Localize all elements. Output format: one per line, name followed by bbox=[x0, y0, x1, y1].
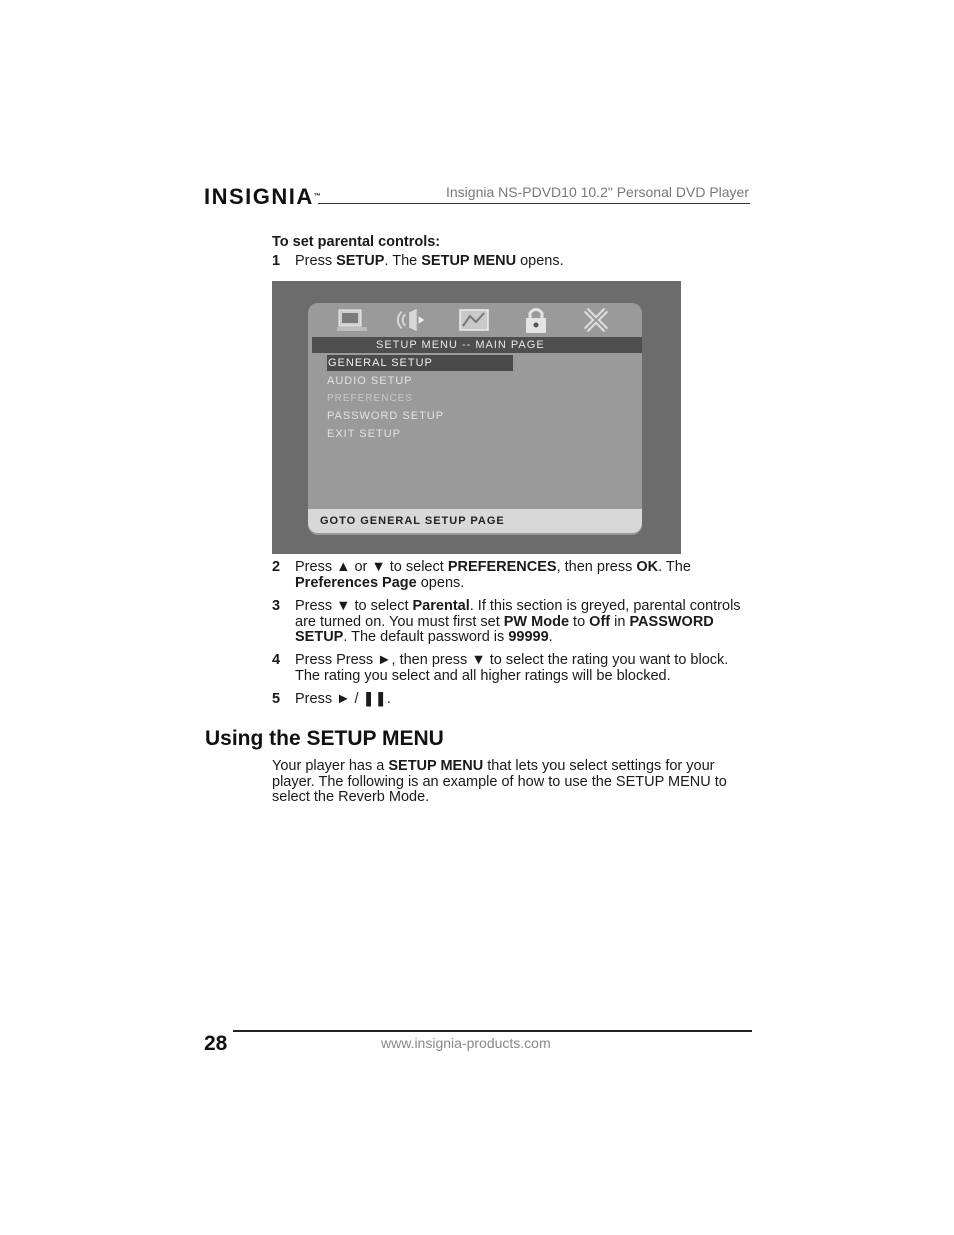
osd-item-audio-setup[interactable]: AUDIO SETUP bbox=[327, 375, 413, 387]
section-paragraph: Your player has a SETUP MENU that lets you select settings for your player. The following is an example of how to use the SETUP MENU to select the Reverb Mode. bbox=[272, 758, 727, 805]
step-number: 1 bbox=[272, 253, 281, 269]
password-lock-icon bbox=[520, 305, 552, 335]
osd-item-password-setup[interactable]: PASSWORD SETUP bbox=[327, 410, 445, 422]
footer-url: www.insignia-products.com bbox=[381, 1035, 551, 1051]
osd-item-preferences[interactable]: PREFERENCES bbox=[327, 393, 414, 404]
step-text: Press Press ►, then press ▼ to select the rating you want to block. The rating you select and all higher ratings will be blocked. bbox=[295, 652, 729, 684]
preferences-icon bbox=[458, 305, 490, 335]
osd-title-bar: SETUP MENU -- MAIN PAGE bbox=[312, 337, 642, 353]
osd-item-exit-setup[interactable]: EXIT SETUP bbox=[327, 428, 401, 440]
section-heading: Using the SETUP MENU bbox=[205, 727, 444, 750]
exit-x-icon bbox=[580, 305, 612, 335]
footer-divider bbox=[233, 1030, 752, 1032]
step-number: 5 bbox=[272, 691, 281, 707]
step-text: Press ▲ or ▼ to select PREFERENCES, then press OK. The Preferences Page opens. bbox=[295, 559, 691, 591]
osd-footer-hint: GOTO GENERAL SETUP PAGE bbox=[308, 509, 642, 533]
step-text: Press SETUP. The SETUP MENU opens. bbox=[295, 253, 564, 269]
step-number: 2 bbox=[272, 559, 281, 575]
audio-setup-icon bbox=[396, 305, 428, 335]
step-number: 3 bbox=[272, 598, 281, 614]
insignia-logo: INSIGNIA™ bbox=[204, 184, 321, 209]
step-number: 4 bbox=[272, 652, 281, 668]
page-number: 28 bbox=[204, 1032, 228, 1055]
header-title: Insignia NS-PDVD10 10.2" Personal DVD Player bbox=[446, 184, 749, 200]
header-divider bbox=[318, 203, 750, 204]
step-text: Press ► / ❚❚. bbox=[295, 691, 391, 707]
procedure-heading: To set parental controls: bbox=[272, 234, 441, 250]
setup-menu-screenshot bbox=[272, 281, 681, 554]
general-setup-icon bbox=[336, 305, 368, 335]
step-text: Press ▼ to select Parental. If this section is greyed, parental controls are turned on. You must first set PW Mode to Off in PASSWORD SETUP. The default password is 99999. bbox=[295, 598, 741, 645]
osd-icon-bar bbox=[308, 301, 642, 341]
osd-item-general-setup[interactable]: GENERAL SETUP bbox=[327, 355, 513, 371]
